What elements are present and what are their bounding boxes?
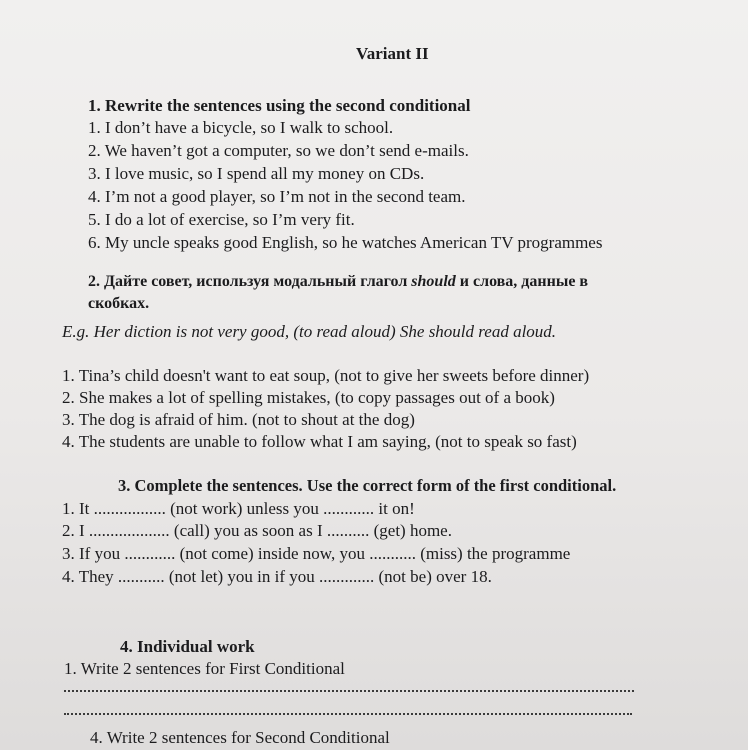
- section3-item-1: 1. It ................. (not work) unless you ............ it on!: [62, 499, 415, 518]
- section3-item-2: 2. I ................... (call) you as soon as I .......... (get) home.: [62, 521, 452, 540]
- section2-item-3: 3. The dog is afraid of him. (not to shout at the dog): [62, 410, 415, 429]
- section4-heading: 4. Individual work: [120, 637, 255, 656]
- section1-item-6: 6. My uncle speaks good English, so he watches American TV programmes: [88, 233, 603, 252]
- section4-item-4: 4. Write 2 sentences for Second Conditional: [90, 728, 390, 747]
- answer-line-2: [64, 713, 632, 715]
- section2-heading-modal: should: [411, 273, 456, 290]
- section1-item-2: 2. We haven’t got a computer, so we don’t send e-mails.: [88, 141, 469, 160]
- section1-item-3: 3. I love music, so I spend all my money on CDs.: [88, 164, 425, 183]
- section1-item-1: 1. I don’t have a bicycle, so I walk to school.: [88, 118, 394, 137]
- section2-item-1: 1. Tina’s child doesn't want to eat soup, (not to give her sweets before dinner): [62, 366, 590, 385]
- section3-heading: 3. Complete the sentences. Use the correct form of the first conditional.: [118, 476, 617, 495]
- section2-item-2: 2. She makes a lot of spelling mistakes, (to copy passages out of a book): [62, 388, 555, 407]
- section1-item-4: 4. I’m not a good player, so I’m not in the second team.: [88, 187, 466, 206]
- section2-heading-part-a: 2. Дайте совет, используя модальный глагол: [88, 273, 412, 290]
- section2-heading-cont: скобках.: [88, 295, 150, 312]
- section3-item-3: 3. If you ............ (not come) inside now, you ........... (miss) the programme: [62, 544, 571, 563]
- section2-example: E.g. Her diction is not very good, (to read aloud) She should read aloud.: [62, 322, 557, 341]
- section3-item-4: 4. They ........... (not let) you in if you ............. (not be) over 18.: [62, 567, 492, 586]
- variant-title: Variant II: [356, 44, 429, 63]
- section4-item-1: 1. Write 2 sentences for First Conditional: [64, 659, 345, 678]
- section1-heading: 1. Rewrite the sentences using the second conditional: [88, 96, 471, 115]
- section1-item-5: 5. I do a lot of exercise, so I’m very fit.: [88, 210, 355, 229]
- section2-item-4: 4. The students are unable to follow what I am saying, (not to speak so fast): [62, 432, 577, 451]
- answer-line-1: [64, 690, 634, 692]
- section2-heading-part-b: и слова, данные в: [455, 273, 589, 290]
- section2-heading: [88, 272, 588, 292]
